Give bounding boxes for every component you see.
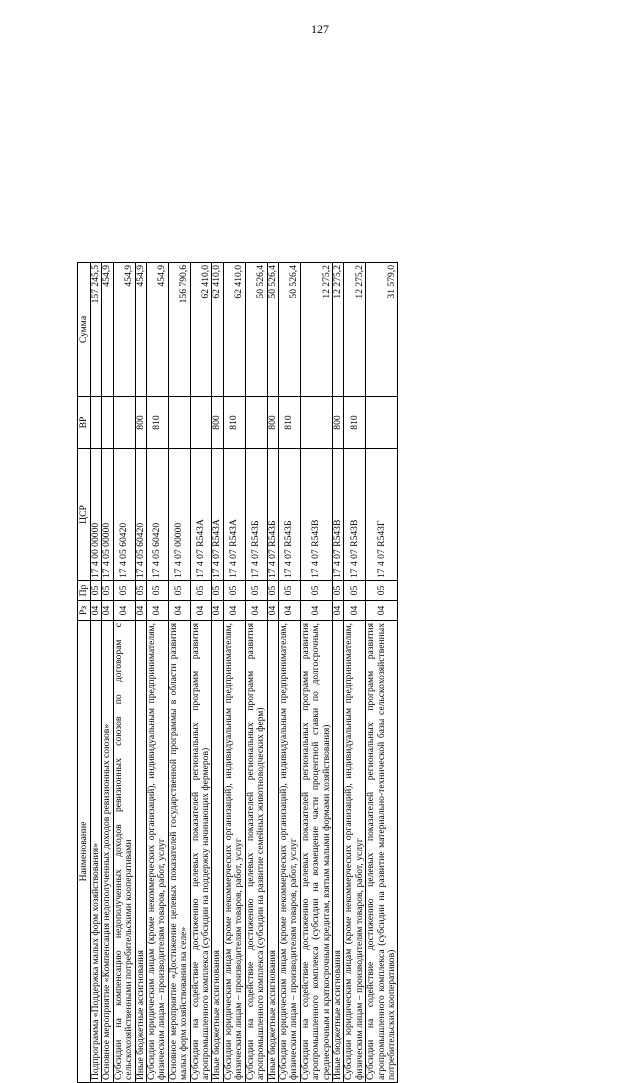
- cell-pr: 05: [168, 581, 190, 601]
- cell-sum: 454,9: [135, 263, 146, 397]
- cell-rz: 04: [147, 601, 169, 621]
- cell-pr: 05: [102, 581, 113, 601]
- cell-pr: 05: [267, 581, 278, 601]
- cell-csr: 17 4 05 60420: [135, 449, 146, 581]
- cell-name: Иные бюджетные ассигнования: [332, 621, 343, 1083]
- cell-sum: 454,9: [113, 263, 135, 397]
- cell-pr: 05: [135, 581, 146, 601]
- cell-rz: 04: [102, 601, 113, 621]
- table-row: [245, 263, 267, 1083]
- cell-name: Субсидии юридическим лицам (кроме некоммерческих организаций), индивидуальным предпринимателям, физическим лицам – производителям товаров, работ, услуг: [278, 621, 300, 1083]
- cell-rz: 04: [332, 601, 343, 621]
- cell-name: Субсидии юридическим лицам (кроме некоммерческих организаций), индивидуальным предпринимателям, физическим лицам – производителям товаров, работ, услуг: [147, 621, 169, 1083]
- table-row: [278, 263, 300, 1083]
- cell-name: Субсидии на содействие достижению целевых показателей региональных программ развития агропромышленного комплекса (субсидии на развитие семейных животноводческих ферм): [245, 621, 267, 1083]
- cell-vr: 810: [344, 397, 366, 449]
- cell-vr: [300, 397, 332, 449]
- cell-csr: 17 4 07 R543В: [300, 449, 332, 581]
- cell-csr: 17 4 07 R543Б: [267, 449, 278, 581]
- cell-vr: [366, 397, 398, 449]
- cell-csr: 17 4 07 R543А: [223, 449, 245, 581]
- cell-sum: 454,9: [102, 263, 113, 397]
- header-name: Наименование: [78, 621, 91, 1083]
- cell-pr: 05: [91, 581, 102, 601]
- cell-rz: 04: [212, 601, 223, 621]
- cell-pr: 05: [344, 581, 366, 601]
- cell-sum: 12 275,2: [300, 263, 332, 397]
- cell-name: Иные бюджетные ассигнования: [267, 621, 278, 1083]
- cell-vr: 810: [278, 397, 300, 449]
- cell-csr: 17 4 05 60420: [147, 449, 169, 581]
- cell-sum: 62 410,0: [223, 263, 245, 397]
- cell-name: Основное мероприятие «Компенсация недополученных доходов ревизионных союзов»: [102, 621, 113, 1083]
- cell-vr: [245, 397, 267, 449]
- cell-name: Иные бюджетные ассигнования: [135, 621, 146, 1083]
- cell-sum: 156 790,6: [168, 263, 190, 397]
- header-sum: Сумма: [78, 263, 91, 397]
- cell-rz: 04: [344, 601, 366, 621]
- cell-vr: [102, 397, 113, 449]
- cell-vr: [91, 397, 102, 449]
- cell-sum: 12 275,2: [332, 263, 343, 397]
- cell-csr: 17 4 07 R543В: [332, 449, 343, 581]
- cell-name: Основное мероприятие «Достижение целевых показателей государственной программы в области развития малых форм хозяйствования на селе»: [168, 621, 190, 1083]
- cell-vr: 810: [147, 397, 169, 449]
- cell-pr: 05: [212, 581, 223, 601]
- table-row: [102, 263, 113, 1083]
- cell-pr: 05: [147, 581, 169, 601]
- header-vr: ВР: [78, 397, 91, 449]
- cell-vr: 800: [135, 397, 146, 449]
- cell-vr: 800: [267, 397, 278, 449]
- table-row: [190, 263, 212, 1083]
- cell-csr: 17 4 00 00000: [91, 449, 102, 581]
- cell-rz: 04: [223, 601, 245, 621]
- budget-table: [77, 262, 398, 1083]
- table-row: [366, 263, 398, 1083]
- cell-rz: 04: [91, 601, 102, 621]
- cell-csr: 17 4 07 R543В: [344, 449, 366, 581]
- cell-sum: 50 526,4: [245, 263, 267, 397]
- cell-name: Субсидии на компенсацию недополученных доходов ревизионных союзов по договорам с сельскохозяйственными потребительскими кооперативами: [113, 621, 135, 1083]
- cell-rz: 04: [300, 601, 332, 621]
- cell-pr: 05: [300, 581, 332, 601]
- cell-pr: 05: [223, 581, 245, 601]
- cell-name: Субсидии на содействие достижению целевых показателей региональных программ развития агропромышленного комплекса (субсидии на возмещение части процентной ставки по долгосрочным, среднесрочным и краткосрочным кредитам, взятым малыми формами хозяйствования): [300, 621, 332, 1083]
- table-row: [168, 263, 190, 1083]
- cell-rz: 04: [113, 601, 135, 621]
- cell-vr: [190, 397, 212, 449]
- table-row: [332, 263, 343, 1083]
- cell-pr: 05: [332, 581, 343, 601]
- cell-pr: 05: [278, 581, 300, 601]
- cell-csr: 17 4 07 R543А: [212, 449, 223, 581]
- cell-pr: 05: [245, 581, 267, 601]
- cell-name: Субсидии юридическим лицам (кроме некоммерческих организаций), индивидуальным предпринимателям, физическим лицам – производителям товаров, работ, услуг: [223, 621, 245, 1083]
- header-csr: ЦСР: [78, 449, 91, 581]
- cell-csr: 17 4 07 R543Б: [278, 449, 300, 581]
- cell-sum: 62 410,0: [212, 263, 223, 397]
- cell-name: Субсидии юридическим лицам (кроме некоммерческих организаций), индивидуальным предпринимателям, физическим лицам – производителям товаров, работ, услуг: [344, 621, 366, 1083]
- cell-sum: 12 275,2: [344, 263, 366, 397]
- table-row: [135, 263, 146, 1083]
- table-row: [91, 263, 102, 1083]
- cell-rz: 04: [190, 601, 212, 621]
- cell-sum: 50 526,4: [267, 263, 278, 397]
- cell-csr: 17 4 07 R543Г: [366, 449, 398, 581]
- table-row: [113, 263, 135, 1083]
- cell-name: Подпрограмма «Поддержка малых форм хозяйствования»: [91, 621, 102, 1083]
- cell-rz: 04: [366, 601, 398, 621]
- cell-pr: 05: [190, 581, 212, 601]
- cell-name: Субсидии на содействие достижению целевых показателей региональных программ развития агропромышленного комплекса (субсидии на развитие материально-технической базы сельскохозяйственных потребительских кооперативов): [366, 621, 398, 1083]
- cell-sum: 50 526,4: [278, 263, 300, 397]
- cell-vr: 810: [223, 397, 245, 449]
- cell-csr: 17 4 07 R543Б: [245, 449, 267, 581]
- page-number: 127: [311, 22, 329, 36]
- cell-rz: 04: [267, 601, 278, 621]
- cell-csr: 17 4 07 00000: [168, 449, 190, 581]
- cell-csr: 17 4 07 R543А: [190, 449, 212, 581]
- table-header-row: [78, 263, 91, 1083]
- table-row: [147, 263, 169, 1083]
- cell-pr: 05: [366, 581, 398, 601]
- header-rz: Рз: [78, 601, 91, 621]
- table-row: [223, 263, 245, 1083]
- table-row: [212, 263, 223, 1083]
- cell-name: Субсидии на содействие достижению целевых показателей региональных программ развития агропромышленного комплекса (субсидии на поддержку начинающих фермеров): [190, 621, 212, 1083]
- table-row: [300, 263, 332, 1083]
- cell-pr: 05: [113, 581, 135, 601]
- budget-table-container: [77, 263, 563, 1083]
- cell-csr: 17 4 05 00000: [102, 449, 113, 581]
- cell-rz: 04: [278, 601, 300, 621]
- cell-rz: 04: [168, 601, 190, 621]
- cell-csr: 17 4 05 60420: [113, 449, 135, 581]
- cell-vr: [168, 397, 190, 449]
- table-row: [344, 263, 366, 1083]
- cell-sum: 454,9: [147, 263, 169, 397]
- cell-name: Иные бюджетные ассигнования: [212, 621, 223, 1083]
- cell-rz: 04: [135, 601, 146, 621]
- cell-sum: 62 410,0: [190, 263, 212, 397]
- cell-vr: [113, 397, 135, 449]
- cell-rz: 04: [245, 601, 267, 621]
- cell-vr: 800: [212, 397, 223, 449]
- cell-sum: 157 245,5: [91, 263, 102, 397]
- header-pr: Пр: [78, 581, 91, 601]
- table-row: [267, 263, 278, 1083]
- cell-vr: 800: [332, 397, 343, 449]
- cell-sum: 31 579,0: [366, 263, 398, 397]
